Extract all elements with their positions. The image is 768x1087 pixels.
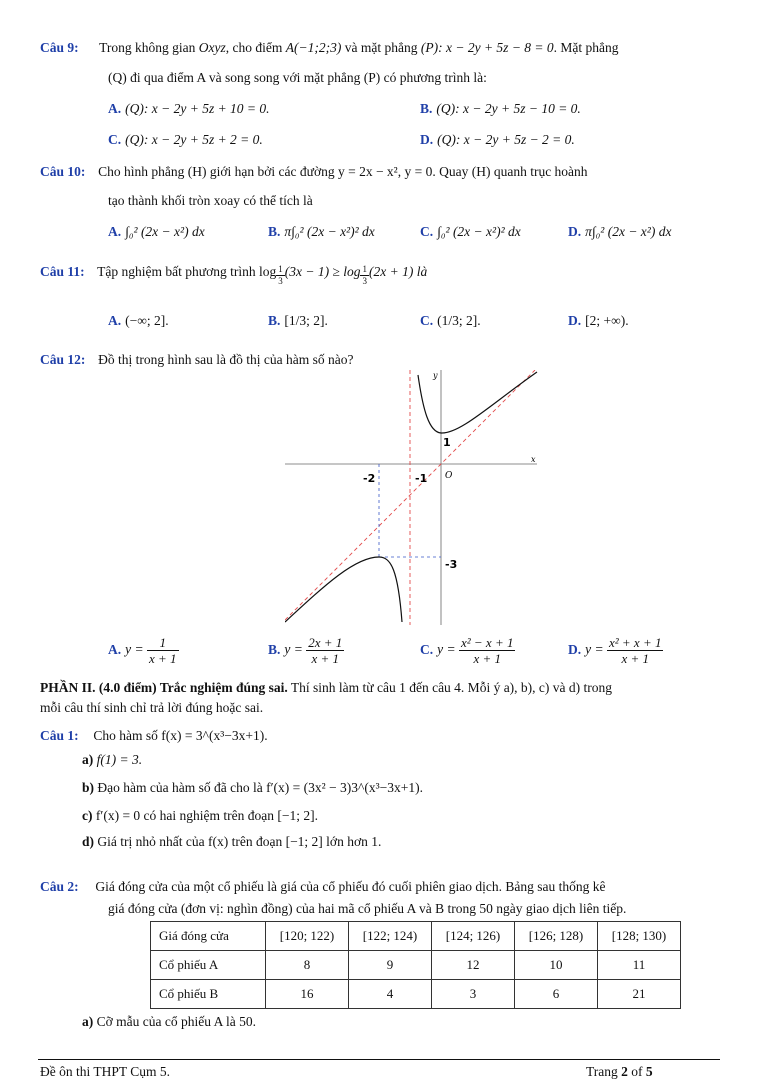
q11-option-c-text: (1/3; 2]. [437,313,481,328]
table-cell: 21 [598,980,681,1009]
table-row [151,980,681,1009]
footer-left: Đề ôn thi THPT Cụm 5. [40,1064,171,1079]
table-header-cell: [128; 130) [598,922,681,951]
q9-line1 [40,40,619,56]
q11-option-a-key: A. [108,313,122,328]
p2q2-text-1: Giá đóng cửa của một cổ phiếu là giá của cổ phiếu đó cuối phiên giao dịch. Bảng sau thống kê [95,879,606,894]
p2q2-item-a-key: a) [82,1014,94,1029]
q10-option-b-text: π∫₀² (2x − x²)² dx [284,224,375,239]
q12-option-d-frac [607,636,663,665]
q9-plane: (P): x − 2y + 5z − 8 = 0 [420,40,554,55]
q10-option-d-text: π∫₀² (2x − x²) dx [585,224,672,239]
part2-instruction-2: mỗi câu thí sinh chỉ trả lời đúng hoặc sai. [40,700,264,715]
p2q1-item-b-text: Đạo hàm của hàm số đã cho là f′(x) = (3x² − 3)3^(x³−3x+1). [97,780,424,795]
p2q1-item-d[interactable] [82,834,381,850]
q10-option-b-key: B. [268,224,281,239]
q12-option-b-num: 2x + 1 [308,635,343,650]
q10-text: Cho hình phẳng (H) giới hạn bởi các đường y = 2x − x², y = 0. Quay (H) quanh trục hoành [98,164,588,179]
q10-option-a-key: A. [108,224,122,239]
q9-text-2: , cho điểm [225,40,286,55]
table-cell: 8 [266,951,349,980]
origin-label: O [445,471,453,481]
q9-option-c-key: C. [108,132,122,147]
q12-option-a-den: x + 1 [148,651,177,666]
p2q1-text: Cho hàm số f(x) = 3^(x³−3x+1). [93,728,268,743]
q11-base-2-den: 3 [362,276,367,286]
p2q1-label: Câu 1: [40,728,79,743]
table-cell: 11 [598,951,681,980]
q12-option-a-num: 1 [147,636,179,651]
tick-label-neg2: -2 [363,472,376,485]
q12-option-b-key: B. [268,641,281,657]
q12-option-a[interactable] [108,636,179,665]
q11-text-pre: Tập nghiệm bất phương trình log [97,264,277,279]
q9-option-d-text: (Q): x − 2y + 5z − 2 = 0. [437,132,575,147]
q11-option-d[interactable] [568,313,629,329]
q10-option-c[interactable] [420,224,521,240]
q9-label: Câu 9: [40,40,79,55]
q11-base-1-num: 1 [278,264,283,274]
q10-option-b[interactable] [268,224,375,240]
table-header-row [151,922,681,951]
curve-right-branch [418,372,537,433]
q12-option-b-den: x + 1 [311,651,340,666]
footer-page-prefix: Trang [586,1064,622,1079]
q12-option-d-key: D. [568,641,582,657]
q12-line [40,352,353,368]
p2q1-item-b[interactable] [82,780,423,796]
tick-label-neg1: -1 [415,472,428,485]
q10-label: Câu 10: [40,164,86,179]
q10-option-c-key: C. [420,224,434,239]
p2q1-item-d-key: d) [82,834,95,849]
q11-label: Câu 11: [40,264,85,279]
q9-option-c[interactable] [108,132,263,148]
p2q2-item-a[interactable] [82,1014,256,1030]
q9-line2: (Q) đi qua điểm A và song song với mặt phẳng (P) có phương trình là: [108,70,487,85]
q12-option-b[interactable] [268,636,344,665]
table-header-cell: [124; 126) [432,922,515,951]
tick-label-neg3: -3 [445,558,458,571]
p2q1-item-a[interactable] [82,752,142,768]
q12-option-c[interactable] [420,636,515,665]
p2q1-line [40,728,268,744]
q11-base-1 [276,265,285,286]
q12-option-d-num: x² + x + 1 [608,635,662,650]
table-header-cell: Giá đóng cửa [151,922,266,951]
q12-option-b-lhs: y = [284,641,303,657]
q9-option-b-key: B. [420,101,433,116]
q11-base-1-den: 3 [278,276,283,286]
footer-current-page: 2 [621,1064,628,1079]
q11-text-mid: (3x − 1) ≥ log [284,264,361,279]
q12-option-c-key: C. [420,641,434,657]
q12-option-c-lhs: y = [437,641,456,657]
footer-page-of: of [627,1064,646,1079]
q9-option-b[interactable] [420,101,581,117]
q11-text-end: (2x + 1) là [368,264,428,279]
table-cell: 6 [515,980,598,1009]
q9-option-d[interactable] [420,132,575,148]
q9-option-a[interactable] [108,101,270,117]
stock-price-table [150,921,681,1009]
q9-option-a-text: (Q): x − 2y + 5z + 10 = 0. [125,101,270,116]
q11-line [40,264,427,286]
q9-text-3: và mặt phẳng [341,40,421,55]
p2q1-item-a-key: a) [82,752,94,767]
tick-label-1: 1 [443,436,451,449]
q9-option-c-text: (Q): x − 2y + 5z + 2 = 0. [125,132,263,147]
q11-option-c[interactable] [420,313,481,329]
q9-option-b-text: (Q): x − 2y + 5z − 10 = 0. [436,101,581,116]
p2q2-item-a-text: Cỡ mẫu của cổ phiếu A là 50. [96,1014,256,1029]
q9-space: Oxyz [198,40,226,55]
table-header-cell: [122; 124) [349,922,432,951]
q12-option-a-frac [147,636,179,665]
q12-option-a-lhs: y = [125,641,144,657]
table-cell: 4 [349,980,432,1009]
q10-option-c-text: ∫₀² (2x − x²)² dx [437,224,521,239]
q9-point: A(−1;2;3) [285,40,342,55]
q11-option-b-key: B. [268,313,281,328]
table-cell: Cổ phiếu A [151,951,266,980]
q9-option-d-key: D. [420,132,434,147]
q9-text-1: Trong không gian [99,40,199,55]
q12-option-c-frac [459,636,515,665]
q12-option-a-key: A. [108,641,122,657]
p2q1-item-c-text: f′(x) = 0 có hai nghiệm trên đoạn [−1; 2]. [95,808,318,823]
table-cell: 9 [349,951,432,980]
q10-option-d-key: D. [568,224,582,239]
q10-option-a-text: ∫₀² (2x − x²) dx [125,224,205,239]
table-cell: 12 [432,951,515,980]
q10-line2: tạo thành khối tròn xoay có thể tích là [108,193,313,208]
p2q2-label: Câu 2: [40,879,79,894]
q12-label: Câu 12: [40,352,86,367]
q12-text: Đồ thị trong hình sau là đồ thị của hàm số nào? [98,352,354,367]
table-header-cell: [120; 122) [266,922,349,951]
p2q2-line1 [40,879,605,895]
table-cell: 3 [432,980,515,1009]
q12-option-d-den: x + 1 [621,651,649,666]
x-axis-label: x [531,455,536,464]
q12-option-d[interactable] [568,636,663,665]
footer-divider [38,1059,720,1060]
p2q1-item-b-key: b) [82,780,95,795]
q10-line1 [40,164,588,180]
table-cell: 10 [515,951,598,980]
q11-option-a-text: (−∞; 2]. [125,313,169,328]
p2q1-item-a-text: f(1) = 3. [96,752,143,767]
table-row [151,951,681,980]
q11-option-b[interactable] [268,313,328,329]
footer-total-pages: 5 [645,1064,653,1079]
q11-option-b-text: [1/3; 2]. [284,313,328,328]
p2q1-item-c[interactable] [82,808,318,824]
q12-option-b-frac [306,636,344,665]
part2-heading: PHẦN II. (4.0 điểm) Trắc nghiệm đúng sai. [40,680,288,695]
q11-base-2 [360,265,369,286]
q12-option-c-num: x² − x + 1 [460,635,514,650]
q12-function-graph [285,370,540,625]
p2q1-item-d-text: Giá trị nhỏ nhất của f(x) trên đoạn [−1; 2] lớn hơn 1. [97,834,382,849]
q11-option-a[interactable] [108,313,169,329]
q9-option-a-key: A. [108,101,122,116]
table-header-cell: [126; 128) [515,922,598,951]
q12-option-c-den: x + 1 [473,651,501,666]
p2q1-item-c-key: c) [82,808,93,823]
table-cell: Cổ phiếu B [151,980,266,1009]
curve-left-branch [285,557,402,622]
part2-heading-line [40,680,612,696]
footer-page-number [586,1064,653,1080]
q11-option-d-key: D. [568,313,582,328]
p2q2-line2: giá đóng cửa (đơn vị: nghìn đồng) của hai mã cổ phiếu A và B trong 50 ngày giao dịch liên tiếp. [108,901,627,916]
q11-option-d-text: [2; +∞). [585,313,629,328]
table-cell: 16 [266,980,349,1009]
q11-option-c-key: C. [420,313,434,328]
y-axis-label: y [433,371,438,380]
q12-option-d-lhs: y = [585,641,604,657]
q10-option-d[interactable] [568,224,671,240]
q11-base-2-num: 1 [362,264,367,274]
q10-option-a[interactable] [108,224,205,240]
part2-instruction: Thí sinh làm từ câu 1 đến câu 4. Mỗi ý a), b), c) và d) trong [287,680,613,695]
q9-text-4: . Mặt phẳng [553,40,619,55]
